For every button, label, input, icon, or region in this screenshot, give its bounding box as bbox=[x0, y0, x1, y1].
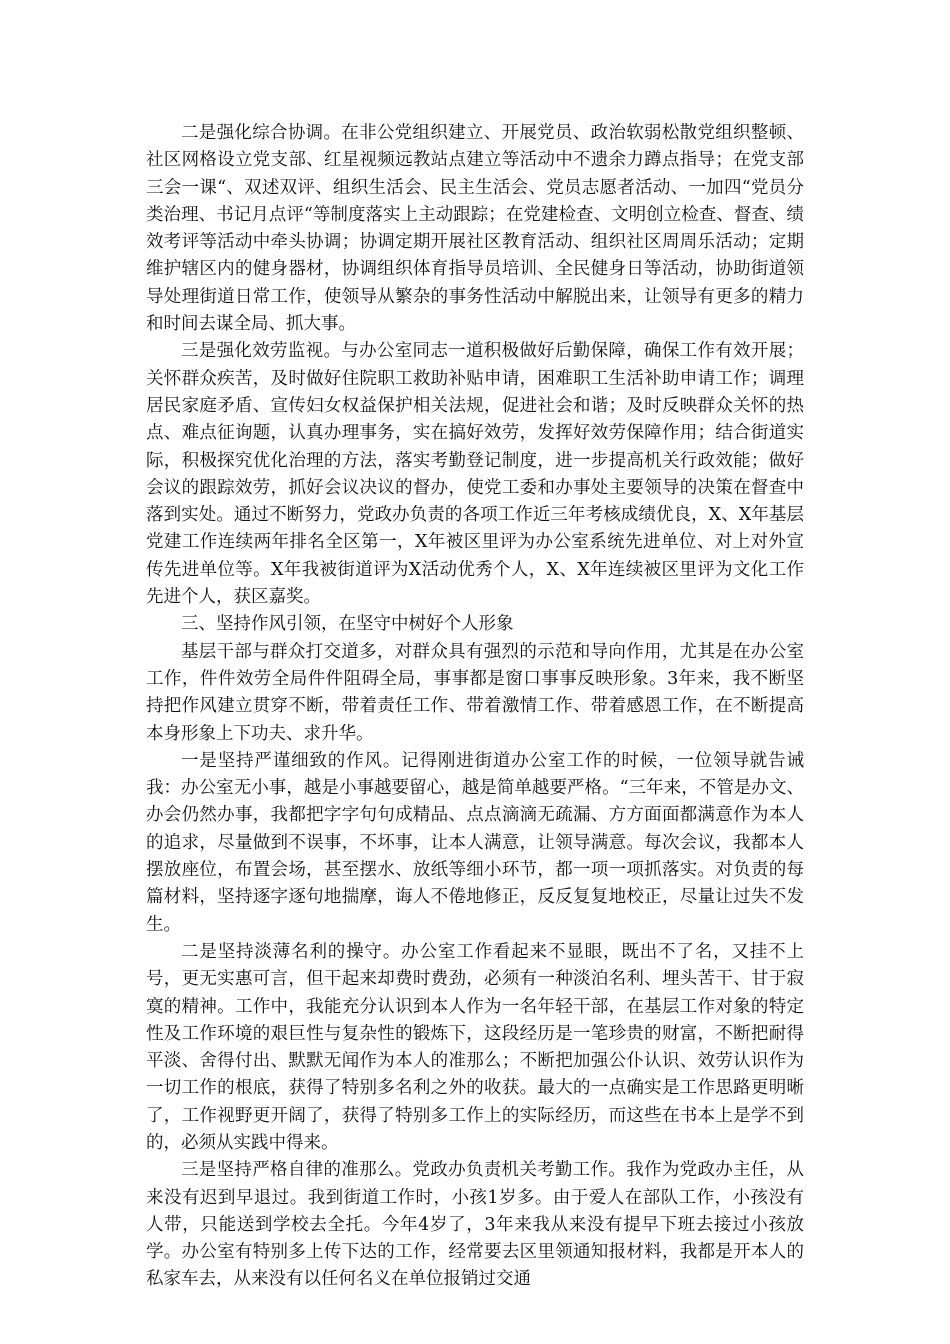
paragraph-style-intro: 基层干部与群众打交道多，对群众具有强烈的示范和导向作用，尤其是在办公室工作，件件效劳全局件件阻碍全局，事事都是窗口事事反映形象。3年来，我不断坚持把作风建立贯穿不断，带着责任工作、带着激情工作、带着感恩工作，在不断提高本身形象上下功夫、求升华。 bbox=[146, 641, 804, 744]
paragraph-service-supervision: 三是强化效劳监视。与办公室同志一道积极做好后勤保障，确保工作有效开展；关怀群众疾苦，及时做好住院职工救助补贴申请，困难职工生活补助申请工作；调理居民家庭矛盾、宣传妇女权益保护相关法规，促进社会和谐；及时反映群众关怀的热点、难点征询题，认真办理事务，实在搞好效劳，发挥好效劳保障作用；结合街道实际，积极探究优化治理的方法，落实考勤登记制度，进一步提高机关行政效能；做好会议的跟踪效劳，抓好会议决议的督办，使党工委和办事处主要领导的决策在督查中落到实处。通过不断努力，党政办负责的各项工作近三年考核成绩优良，X、X年基层党建工作连续两年排名全区第一，X年被区里评为办公室系统先进单位、对上对外宣传先进单位等。X年我被街道评为X活动优秀个人，X、X年连续被区里评为文化工作先进个人，获区嘉奖。 bbox=[146, 341, 804, 608]
document-body bbox=[146, 120, 804, 1294]
paragraph-rigorous-style: 一是坚持严谨细致的作风。记得刚进街道办公室工作的时候，一位领导就告诫我：办公室无小事，越是小事越要留心，越是简单越要严格。“三年来，不管是办文、办会仍然办事，我都把字字句句成精品、点点滴滴无疏漏、方方面面都满意作为本人的追求，尽量做到不误事，不坏事，让本人满意，让领导满意。每次会议，我都本人摆放座位，布置会场，甚至摆水、放纸等细小环节，都一项一项抓落实。对负责的每篇材料，坚持逐字逐句地揣摩，诲人不倦地修正，反反复复地校正，尽量让过失不发生。 bbox=[146, 750, 804, 935]
paragraph-self-discipline: 三是坚持严格自律的准那么。党政办负责机关考勤工作。我作为党政办主任，从来没有迟到早退过。我到街道工作时，小孩1岁多。由于爱人在部队工作，小孩没有人带，只能送到学校去全托。今年4岁了，3年来我从来没有提早下班去接过小孩放学。办公室有特别多上传下达的工作，经常要去区里领通知报材料，我都是开本人的私家车去，从来没有以任何名义在单位报销过交通 bbox=[146, 1160, 804, 1290]
paragraph-modest-fame: 二是坚持淡薄名利的操守。办公室工作看起来不显眼，既出不了名，又挂不上号，更无实惠可言，但干起来却费时费劲，必须有一种淡泊名利、埋头苦干、甘于寂寞的精神。工作中，我能充分认识到本人作为一名年轻干部，在基层工作对象的特定性及工作环境的艰巨性与复杂性的锻炼下，这段经历是一笔珍贵的财富，不断把耐得平淡、舍得付出、默默无闻作为本人的准那么；不断把加强公仆认识、效劳认识作为一切工作的根底，获得了特别多名利之外的收获。最大的一点确实是工作思路更明晰了，工作视野更开阔了，获得了特别多工作上的实际经历，而这些在书本上是学不到的，必须从实践中得来。 bbox=[146, 941, 804, 1153]
section-heading-style: 三、坚持作风引领，在坚守中树好个人形象 bbox=[181, 614, 514, 635]
paragraph-coordination: 二是强化综合协调。在非公党组织建立、开展党员、政治软弱松散党组织整顿、社区网格设立党支部、红星视频远教站点建立等活动中不遗余力蹲点指导；在党支部三会一课“、双述双评、组织生活会、民主生活会、党员志愿者活动、一加四“党员分类治理、书记月点评“等制度落实上主动跟踪；在党建检查、文明创立检查、督查、绩效考评等活动中牵头协调；协调定期开展社区教育活动、组织社区周周乐活动；定期维护辖区内的健身器材，协调组织体育指导员培训、全民健身日等活动，协助街道领导处理街道日常工作，使领导从繁杂的事务性活动中解脱出来，让领导有更多的精力和时间去谋全局、抓大事。 bbox=[146, 123, 804, 335]
